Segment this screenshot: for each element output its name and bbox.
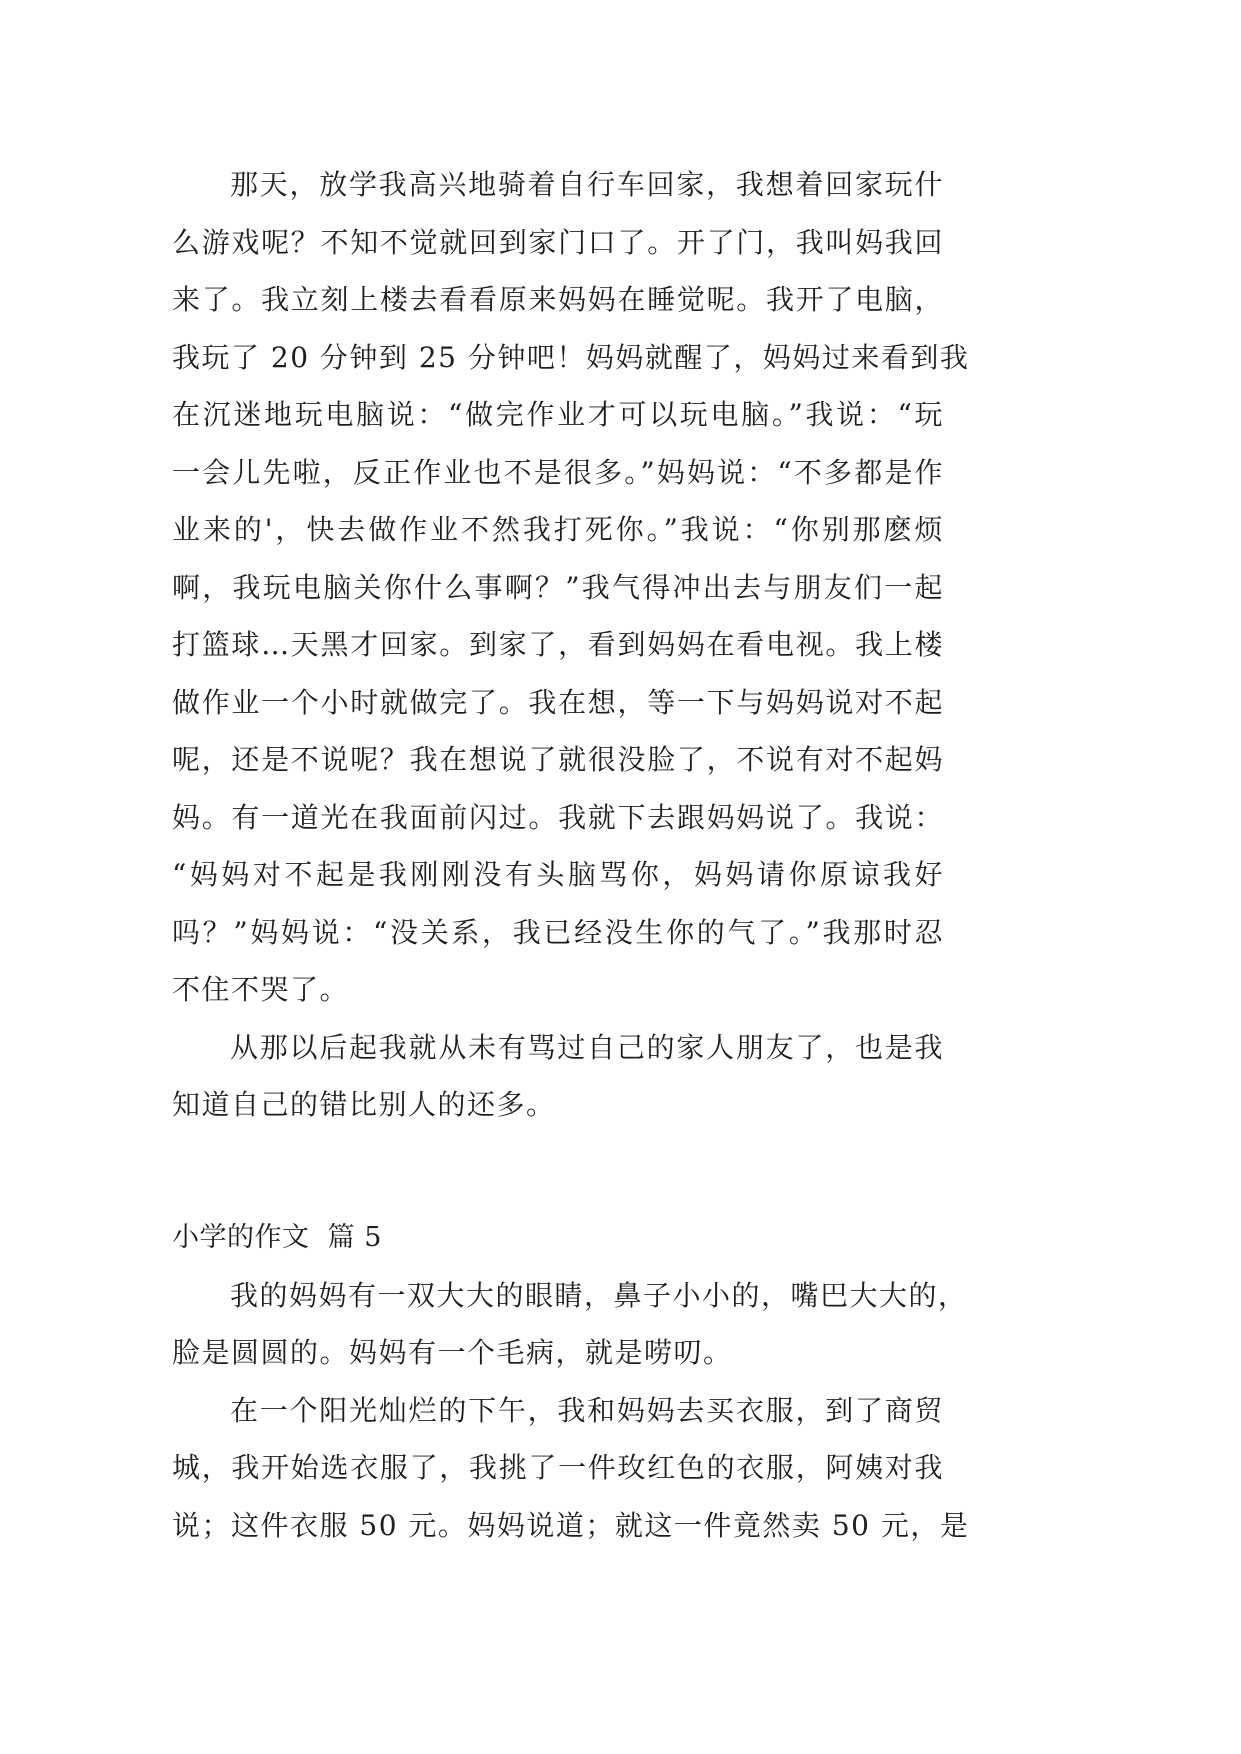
text-line: 城，我开始选衣服了，我挑了一件玫红色的衣服，阿姨对我 (172, 1451, 944, 1484)
text-line: 脸是圆圆的。妈妈有一个毛病，就是唠叨。 (172, 1336, 733, 1369)
text-line: 从那以后起我就从未有骂过自己的家人朋友了，也是我 (230, 1030, 944, 1064)
text-line: 说；这件衣服 50 元。妈妈说道；就这一件竟然卖 50 元，是 (172, 1508, 970, 1542)
text-line: 妈。有一道光在我面前闪过。我就下去跟妈妈说了。我说： (172, 800, 944, 834)
text-line: 一会儿先啦，反正作业也不是很多。”妈妈说：“不多都是作 (172, 455, 944, 489)
paragraph (172, 1267, 968, 1382)
text-line: 做作业一个小时就做完了。我在想，等一下与妈妈说对不起 (172, 685, 944, 719)
text-line: 知道自己的错比别人的还多。 (172, 1088, 556, 1121)
text-line: 那天，放学我高兴地骑着自行车回家，我想着回家玩什 (230, 168, 944, 201)
document-body (172, 156, 970, 1554)
text-line: 吗？”妈妈说：“没关系，我已经没生你的气了。”我那时忍 (172, 915, 944, 949)
text-line: 不住不哭了。 (172, 973, 350, 1006)
text-line: 呢，还是不说呢？我在想说了就很没脸了，不说有对不起妈 (172, 743, 944, 776)
paragraph (172, 156, 970, 1019)
text-line: 打篮球…天黑才回家。到家了，看到妈妈在看电视。我上楼 (172, 628, 944, 661)
text-line: 在沉迷地玩电脑说：“做完作业才可以玩电脑。”我说：“玩 (172, 398, 944, 431)
text-line: 啊，我玩电脑关你什么事啊？”我气得冲出去与朋友们一起 (172, 570, 944, 604)
text-line: 么游戏呢？不知不觉就回到家门口了。开了门，我叫妈我回 (172, 225, 944, 259)
paragraph (172, 1382, 970, 1555)
section-heading: 小学的作文 篇 5 (172, 1222, 382, 1253)
paragraph (172, 1019, 944, 1134)
text-line: 我玩了 20 分钟到 25 分钟吧！妈妈就醒了，妈妈过来看到我 (172, 340, 970, 374)
text-line: “妈妈对不起是我刚刚没有头脑骂你，妈妈请你原谅我好 (172, 858, 944, 891)
text-line: 在一个阳光灿烂的下午，我和妈妈去买衣服，到了商贸 (230, 1393, 944, 1427)
text-line: 来了。我立刻上楼去看看原来妈妈在睡觉呢。我开了电脑， (172, 283, 944, 316)
text-line: 业来的'，快去做作业不然我打死你。”我说：“你别那麽烦 (172, 513, 944, 546)
text-line: 我的妈妈有一双大大的眼睛，鼻子小小的，嘴巴大大的， (230, 1278, 968, 1312)
